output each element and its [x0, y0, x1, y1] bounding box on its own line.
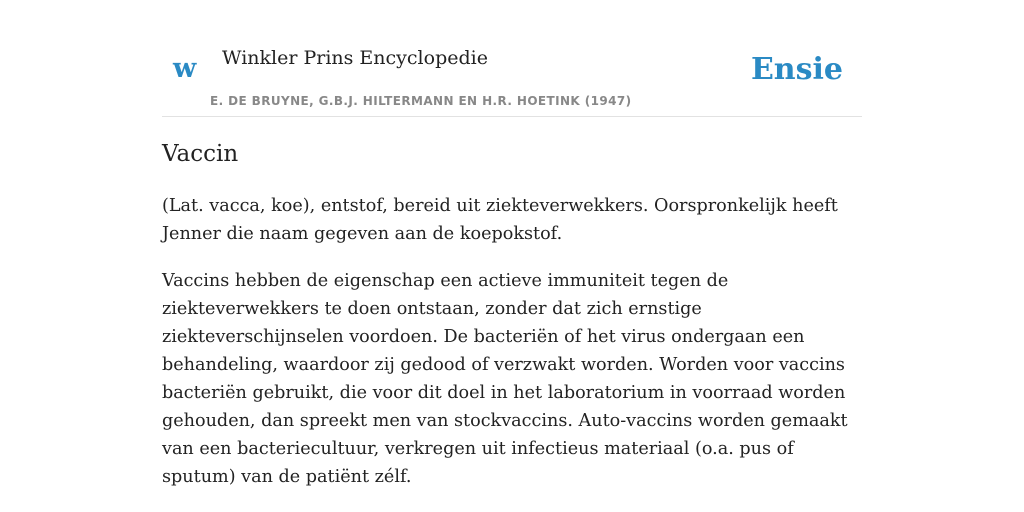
entry-content [162, 192, 862, 510]
book-authors: E. DE BRUYNE, G.B.J. HILTERMANN EN H.R. HOETINK (1947) [210, 94, 632, 108]
entry-title: Vaccin [162, 141, 239, 167]
header [162, 0, 862, 117]
book-title[interactable]: Winkler Prins Encyclopedie [222, 47, 488, 69]
entry-paragraph: (Lat. vacca, koe), entstof, bereid uit ziekteverwekkers. Oorspronkelijk heeft Jenner die naam gegeven aan de koepokstof. [162, 196, 838, 244]
book-logo-link[interactable]: w [173, 53, 197, 84]
ensie-logo-link[interactable]: Ensie [750, 52, 843, 87]
entry-paragraph: Vaccins hebben de eigenschap een actieve immuniteit tegen de ziekteverwekkers te doen ontstaan, zonder dat zich ernstige ziekteverschijnselen voordoen. De bacteriën of het virus ondergaan een behandeling, waardoor zij gedood of verzwakt worden. Worden voor vaccins bacteriën gebruikt, die voor dit doel in het laboratorium in voorraad worden gehouden, dan spreekt men van stockvaccins. Auto-vaccins worden gemaakt van een bacteriecultuur, verkregen uit infectieus materiaal (o.a. pus of sputum) van de patiënt zélf. [162, 271, 848, 487]
